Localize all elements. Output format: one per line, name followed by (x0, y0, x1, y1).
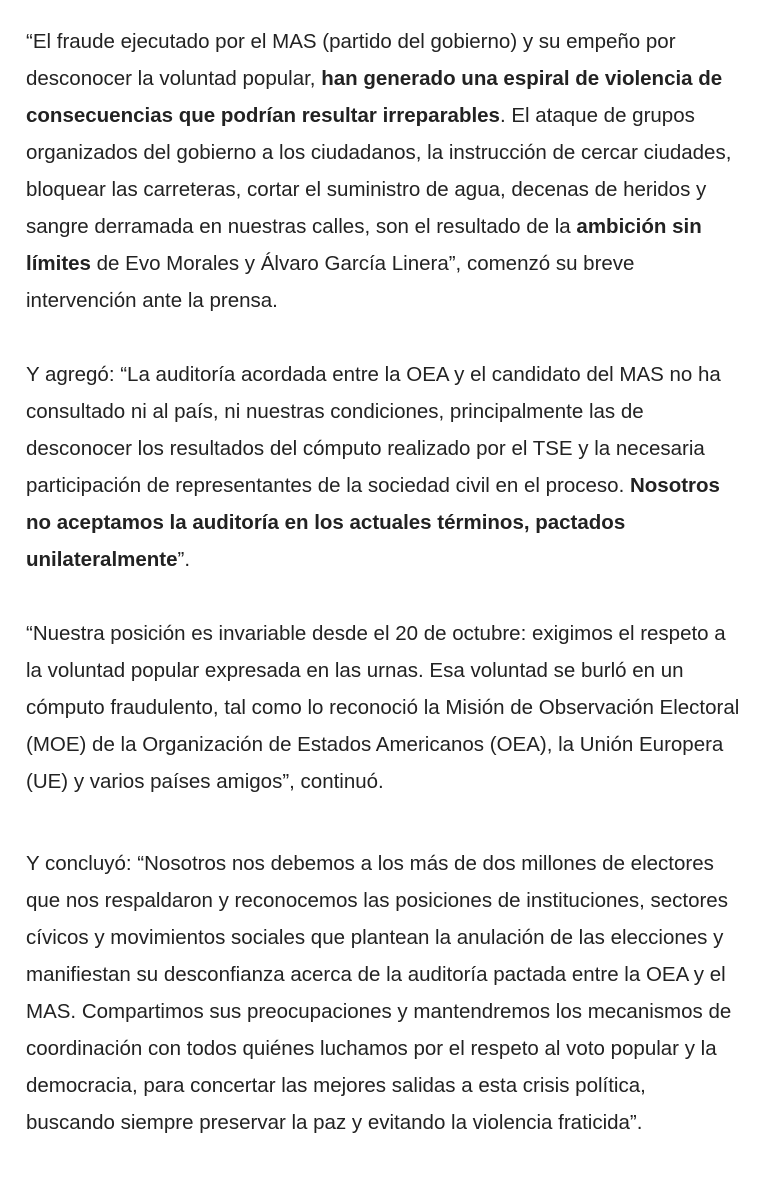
paragraph-text: de Evo Morales y Álvaro García Linera”, comenzó su breve intervención ante la prensa. (26, 252, 635, 312)
paragraph-text: . El ataque de grupos organizados del gobierno a los ciudadanos, la instrucción de cercar ciudades, bloquear las carreteras, cortar el suministro de agua, decenas de heridos y sangre derramada en nuestras calles, son el resultado de la (26, 104, 732, 238)
paragraph-text: Y agregó: “La auditoría acordada entre la OEA y el candidato del MAS no ha consultado ni al país, ni nuestras condiciones, principalmente las de desconocer los resultados del cómputo realizado por el TSE y la necesaria participación de representantes de la sociedad civil en el proceso. (26, 363, 721, 497)
paragraph-audit (26, 356, 740, 578)
paragraph-position (26, 615, 740, 800)
paragraph-text: “El fraude ejecutado por el MAS (partido del gobierno) y su empeño por desconocer la voluntad popular, (26, 30, 676, 90)
paragraph-text: Y concluyó: “Nosotros nos debemos a los más de dos millones de electores que nos respaldaron y reconocemos las posiciones de instituciones, sectores cívicos y movimientos sociales que plantean la anulación de las elecciones y manifiestan su desconfianza acerca de la auditoría pactada entre la OEA y el MAS. Compartimos sus preocupaciones y mantendremos los mecanismos de coordinación con todos quiénes luchamos por el respeto al voto popular y la democracia, para concertar las mejores salidas a esta crisis política, buscando siempre preservar la paz y evitando la violencia fraticida”. (26, 852, 732, 1134)
paragraph-text: ”. (177, 548, 191, 571)
paragraph-bold-text: ambición sin límites (26, 215, 702, 275)
paragraph-bold-text: Nosotros no aceptamos la auditoría en los actuales términos, pactados unilateralmente (26, 474, 720, 571)
paragraph-text: “Nuestra posición es invariable desde el 20 de octubre: exigimos el respeto a la voluntad popular expresada en las urnas. Esa voluntad se burló en un cómputo fraudulento, tal como lo reconoció la Misión de Observación Electoral (MOE) de la Organización de Estados Americanos (OEA), la Unión Europera (UE) y varios países amigos”, continuó. (26, 622, 740, 793)
paragraph-conclusion (26, 845, 740, 1141)
paragraph-bold-text: han generado una espiral de violencia de consecuencias que podrían resultar irreparables (26, 67, 723, 127)
paragraph-intro (26, 23, 740, 319)
